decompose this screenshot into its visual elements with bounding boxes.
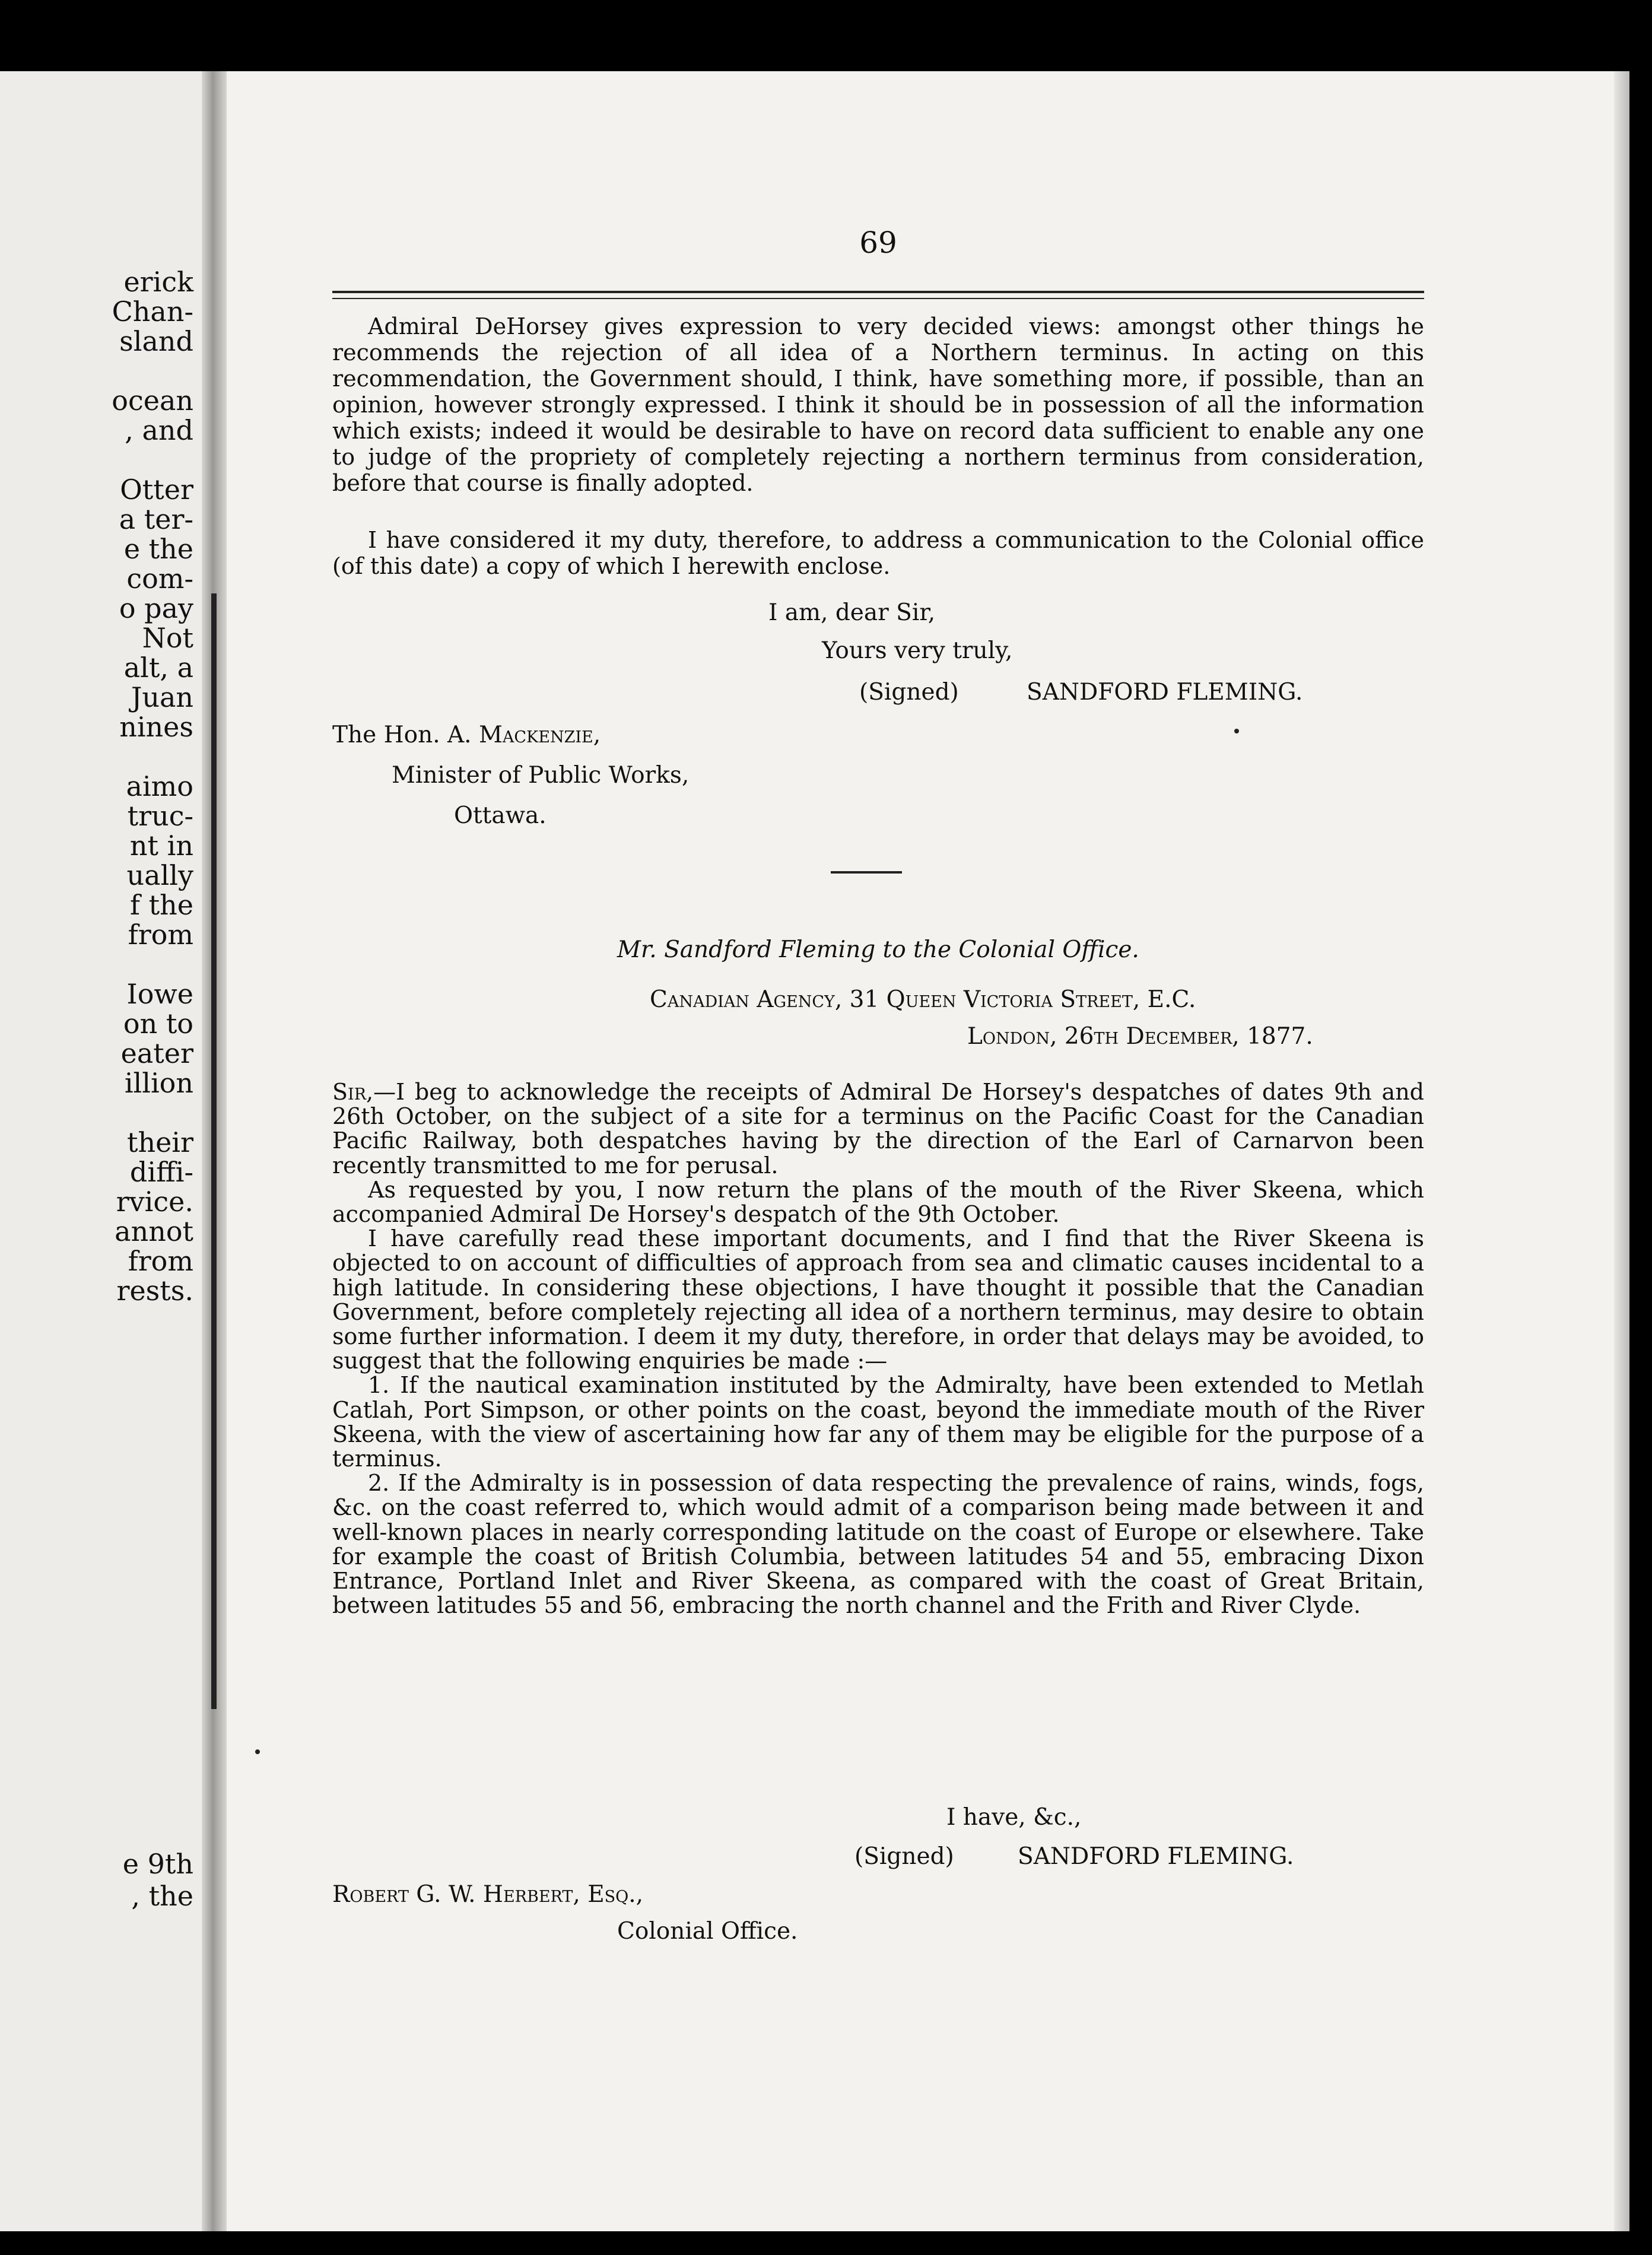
letter-2-enquiry-1: 1. If the nautical examination instituted by the Admiralty, have been extended to Metlah Catlah, Port Simpson, or other points on the coast, beyond the immediate mouth of the River Skeena, with the view of ascertaining how far any of them may be eligible for the purpose of a terminus. xyxy=(332,1372,1424,1472)
facing-page-fragment: erick xyxy=(123,266,193,298)
letter-2-addressee-name: Robert G. W. Herbert, Esq., xyxy=(332,1881,644,1908)
letter-1-paragraph-1: Admiral DeHorsey gives expression to very decided views: amongst other things he recommends the rejection of all idea of a Northern terminus. In acting on this recommendation, the Government should, I think, have something more, if possible, than an opinion, however strongly expressed. I think it should be in possession of all the information which exists; indeed it would be desirable to have on record data sufficient to enable any one to judge of the propriety of completely rejecting a northern terminus from consideration, before that course is finally adopted. xyxy=(332,313,1424,496)
facing-page-fragment: o pay xyxy=(119,592,193,624)
letter-1-paragraph-2: I have considered it my duty, therefore, to address a communication to the Colonial office (of this date) a copy of which I herewith enclose. xyxy=(332,527,1424,579)
adjacent-page-fragment xyxy=(0,71,202,2231)
ink-speck xyxy=(1234,729,1239,733)
facing-page-fragment: their xyxy=(126,1126,193,1158)
header-rule-thin xyxy=(332,298,1424,299)
facing-page-fragment: Chan- xyxy=(112,296,193,328)
facing-page-fragment: Otter xyxy=(120,474,193,506)
facing-page-fragment: aimo xyxy=(126,770,193,802)
ink-speck xyxy=(255,1749,260,1754)
facing-page-fragment: from xyxy=(128,1245,193,1277)
addressee-prefix: The Hon. A. xyxy=(332,722,479,748)
salutation: Sir, xyxy=(332,1079,374,1105)
facing-page-fragment: f the xyxy=(130,889,193,921)
facing-page-fragment: diffi- xyxy=(129,1156,193,1188)
facing-page-fragment: e 9th xyxy=(122,1848,193,1880)
letter-2-closing: I have, &c., xyxy=(946,1804,1082,1831)
letter-2-signature: SANDFORD FLEMING. xyxy=(1018,1843,1294,1870)
facing-page-fragment: sland xyxy=(119,325,193,357)
letter-1-signature: SANDFORD FLEMING. xyxy=(1027,679,1303,706)
page-edge xyxy=(1614,71,1629,2231)
letter-2-paragraph-1: Sir,—I beg to acknowledge the receipts of Admiral De Horsey's despatches of dates 9th and 26th October, on the subject of a site for a terminus on the Pacific Coast for the Canadian Pacific Railway, both despatches having by the direction of the Earl of Carnarvon been recently transmitted to me for perusal. xyxy=(332,1079,1424,1179)
facing-page-fragment: ually xyxy=(126,859,193,891)
letter-2-paragraph-3: I have carefully read these important documents, and I find that the River Skeena is objected to on account of difficulties of approach from sea and climatic causes incidental to a high latitude. In considering these objections, I have thought it possible that the Canadian Government, before completely rejecting all idea of a northern terminus, may desire to obtain some further information. I deem it my duty, therefore, in order that delays may be avoided, to suggest that the following enquiries be made :— xyxy=(332,1225,1424,1374)
addressee-name: Mackenzie, xyxy=(478,722,601,748)
letter-1-signed: (Signed) xyxy=(859,679,959,706)
facing-page-fragment: Not xyxy=(142,622,193,654)
section-divider xyxy=(831,871,902,874)
letter-2-signed: (Signed) xyxy=(854,1843,954,1870)
letter-2-addressee-office: Colonial Office. xyxy=(617,1918,798,1945)
letter-2-enquiry-2: 2. If the Admiralty is in possession of data respecting the prevalence of rains, winds, fogs, &c. on the coast referred to, which would admit of a comparison being made between it and well-known places in nearly corresponding latitude on the coast of Europe or elsewhere. Take for example the coast of British Columbia, between latitudes 54 and 55, embracing Dixon Entrance, Portland Inlet and River Skeena, as compared with the coast of Great Britain, between latitudes 55 and 56, embracing the north channel and the Frith and River Clyde. xyxy=(332,1470,1424,1619)
facing-page-fragment: from xyxy=(128,919,193,951)
letter-2-paragraph-2: As requested by you, I now return the plans of the mouth of the River Skeena, which accompanied Admiral De Horsey's despatch of the 9th October. xyxy=(332,1176,1424,1228)
facing-page-fragment: on to xyxy=(123,1008,193,1040)
facing-page-fragment: , and xyxy=(125,414,193,446)
facing-page-fragment: Juan xyxy=(131,681,193,713)
binding-line xyxy=(211,593,217,1709)
letter-2-body xyxy=(332,1080,1424,1618)
facing-page-fragment: alt, a xyxy=(123,652,193,684)
facing-page-fragment: eater xyxy=(120,1037,193,1069)
letter-1-addressee xyxy=(332,722,601,749)
facing-page-fragment: rests. xyxy=(116,1275,193,1307)
facing-page-fragment: annot xyxy=(115,1215,193,1247)
letter-2-address-line: Canadian Agency, 31 Queen Victoria Street, E.C. xyxy=(650,986,1196,1013)
facing-page-fragment: , the xyxy=(131,1880,193,1912)
addressee-city: Ottawa. xyxy=(454,802,547,829)
addressee-title: Minister of Public Works, xyxy=(392,762,690,789)
letter-1-closing: I am, dear Sir, xyxy=(768,599,936,626)
facing-page-fragment: Iowe xyxy=(126,978,193,1010)
facing-page-fragment: illion xyxy=(124,1067,193,1099)
facing-page-fragment: e the xyxy=(123,533,193,565)
letter-2-date-line: London, 26th December, 1877. xyxy=(967,1023,1313,1050)
facing-page-fragment: truc- xyxy=(127,800,193,832)
letter-1-closing-2: Yours very truly, xyxy=(822,637,1013,664)
facing-page-fragment: ocean xyxy=(112,385,193,417)
header-rule xyxy=(332,291,1424,293)
facing-page-fragment: rvice. xyxy=(116,1186,193,1218)
facing-page-fragment: com- xyxy=(126,563,193,595)
scanned-page xyxy=(0,71,1629,2231)
facing-page-fragment: a ter- xyxy=(119,503,193,535)
page-number: 69 xyxy=(859,226,897,260)
facing-page-fragment: nt in xyxy=(129,830,193,862)
letter-2-heading: Mr. Sandford Fleming to the Colonial Office. xyxy=(617,936,1139,963)
facing-page-fragment: nines xyxy=(119,711,193,743)
